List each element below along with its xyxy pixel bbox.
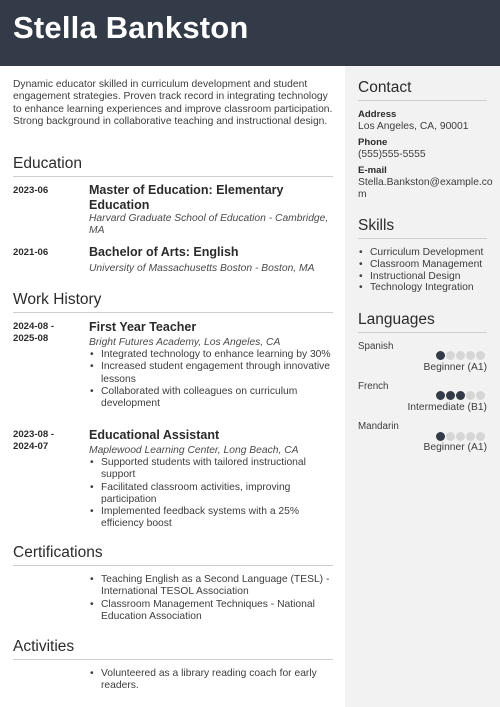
work-role: First Year Teacher [89,320,197,334]
address-value: Los Angeles, CA, 90001 [358,121,469,132]
certifications-heading: Certifications [13,544,103,561]
email-label: E-mail [358,165,387,176]
proficiency-dot-empty [456,432,465,441]
proficiency-dot-empty [466,432,475,441]
education-school: Harvard Graduate School of Education - Cambridge, MA [89,213,329,237]
contact-divider [358,100,487,101]
language-proficiency-dots [436,432,486,441]
skills-divider [358,238,487,239]
proficiency-dot-empty [456,351,465,360]
activities-divider [13,659,333,660]
work-bullet: • Collaborated with colleagues on curriculum development [89,386,334,411]
phone-value: (555)555-5555 [358,149,426,160]
work-bullet: • Implemented feedback systems with a 25% efficiency boost [89,506,334,531]
proficiency-dot-empty [476,391,485,400]
work-company: Maplewood Learning Center, Long Beach, CA [89,445,299,456]
certifications-list [89,574,334,623]
proficiency-dot-filled [436,391,445,400]
resume-header [0,0,500,66]
activity-item: • Volunteered as a library reading coach for early readers. [89,668,334,693]
education-degree: Master of Education: Elementary Education [89,183,284,212]
language-proficiency-dots [436,351,486,360]
language-level: Beginner (A1) [423,362,487,373]
work-bullet: • Integrated technology to enhance learning by 30% [89,349,334,361]
work-date-start: 2024-08 - [13,321,55,332]
language-proficiency-dots [436,391,486,400]
work-history-heading: Work History [13,291,102,308]
work-role: Educational Assistant [89,428,220,442]
work-bullet-list [89,349,334,410]
work-company: Bright Futures Academy, Los Angeles, CA [89,337,281,348]
certification-item: • Classroom Management Techniques - National Education Association [89,599,334,624]
skill-item: • Curriculum Development [358,247,498,259]
language-name: French [358,381,389,392]
skill-item: • Instructional Design [358,271,498,283]
address-label: Address [358,109,397,120]
work-bullet: • Increased student engagement through innovative lessons [89,361,334,386]
education-date: 2023-06 [13,185,49,196]
skill-item: • Technology Integration [358,282,498,294]
proficiency-dot-empty [466,351,475,360]
sidebar [345,66,500,707]
language-name: Spanish [358,341,394,352]
education-school: University of Massachusetts Boston - Boston, MA [89,263,315,274]
work-bullet: • Facilitated classroom activities, improving participation [89,482,334,507]
skill-item: • Classroom Management [358,259,498,271]
education-degree: Bachelor of Arts: English [89,245,239,259]
email-value: Stella.Bankston@example.com [358,177,493,201]
activities-heading: Activities [13,638,75,655]
professional-summary: Dynamic educator skilled in curriculum development and student engagement strategies. Proven track record in integrating technology to enhance learning experiences and improve classroom participation. Strong background in collaborative teaching and instructional design. [13,79,333,128]
work-history-divider [13,312,333,313]
skills-heading: Skills [358,217,395,234]
work-bullet-list [89,457,334,531]
language-name: Mandarin [358,421,399,432]
work-date-end: 2025-08 [13,333,49,344]
phone-label: Phone [358,137,388,148]
proficiency-dot-filled [436,351,445,360]
certifications-divider [13,565,333,566]
education-heading: Education [13,155,82,172]
work-date-start: 2023-08 - [13,429,55,440]
language-level: Beginner (A1) [423,442,487,453]
skills-list [358,247,498,294]
candidate-name: Stella Bankston [13,10,249,45]
work-date-end: 2024-07 [13,441,49,452]
languages-divider [358,332,487,333]
languages-heading: Languages [358,311,435,328]
proficiency-dot-filled [456,391,465,400]
proficiency-dot-empty [446,351,455,360]
activities-list [89,668,334,693]
work-bullet: • Supported students with tailored instructional support [89,457,334,482]
education-date: 2021-06 [13,247,49,258]
proficiency-dot-filled [436,432,445,441]
language-level: Intermediate (B1) [407,402,487,413]
main-column [13,79,333,692]
proficiency-dot-empty [446,432,455,441]
proficiency-dot-filled [446,391,455,400]
proficiency-dot-empty [466,391,475,400]
certification-item: • Teaching English as a Second Language (TESL) - International TESOL Association [89,574,334,599]
education-divider [13,176,333,177]
contact-heading: Contact [358,79,412,96]
proficiency-dot-empty [476,351,485,360]
proficiency-dot-empty [476,432,485,441]
